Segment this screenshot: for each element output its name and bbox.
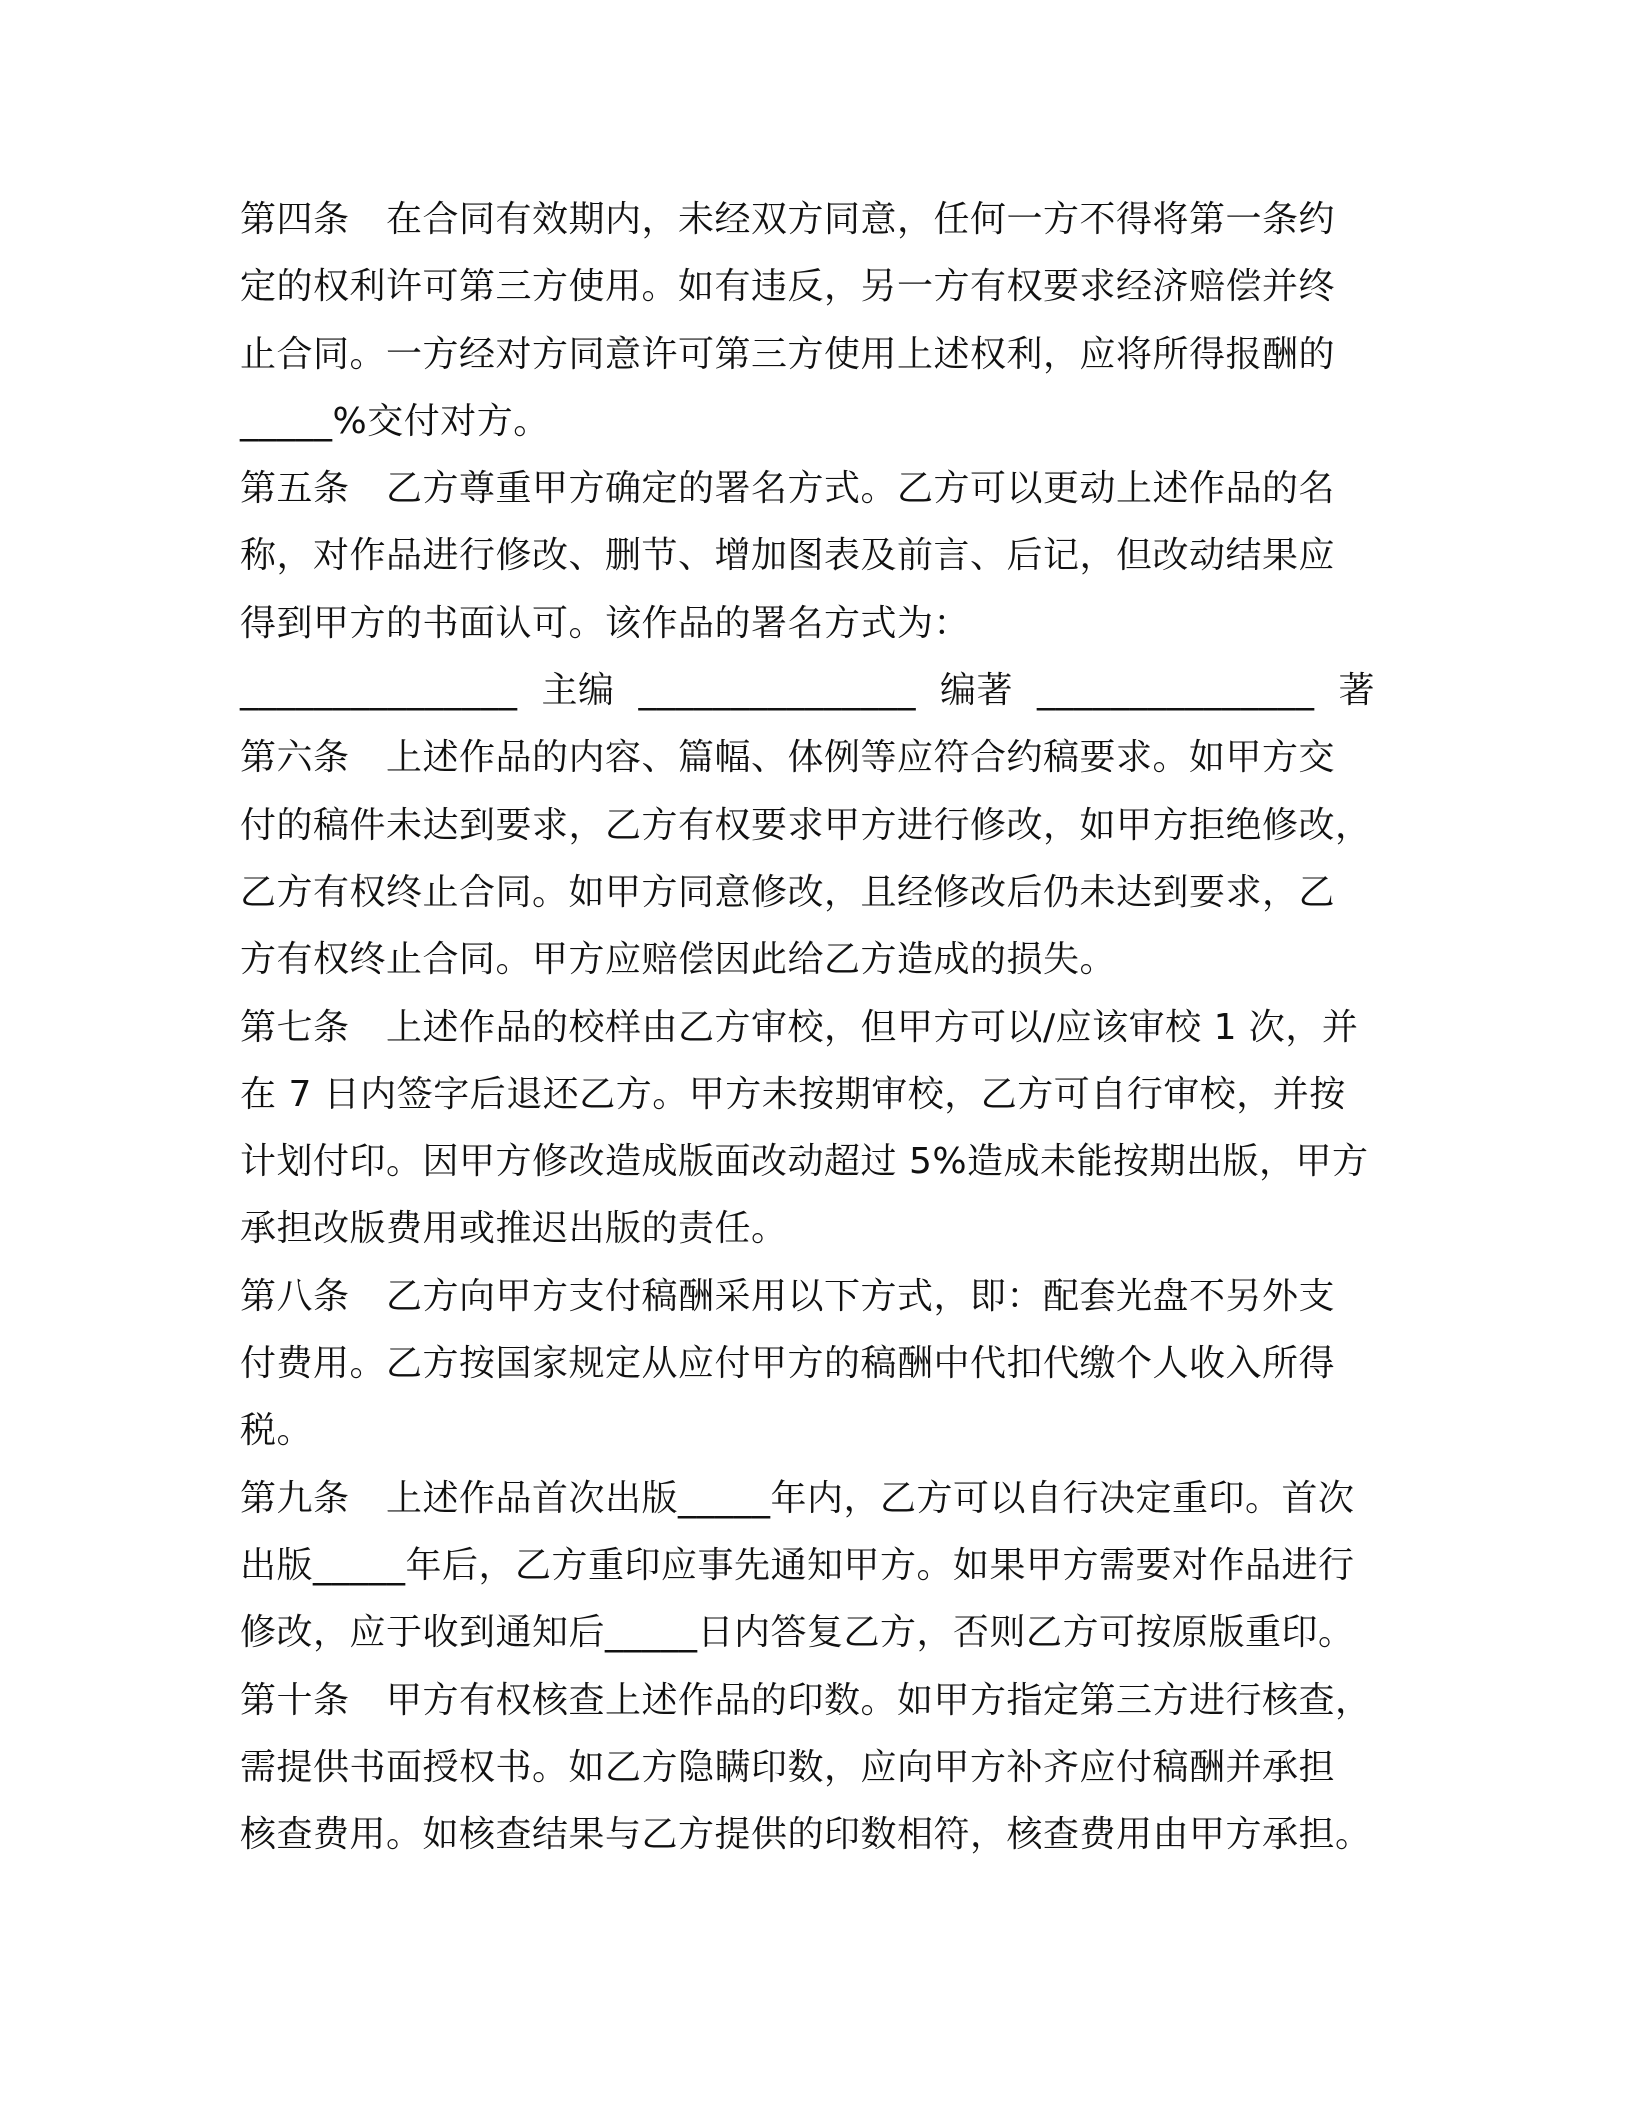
article-8-line-3: 税。 bbox=[240, 1410, 314, 1452]
signature-blank-3: _______________ bbox=[1036, 670, 1315, 712]
article-9-line-1: 第九条 上述作品首次出版_____年内，乙方可以自行决定重印。首次 bbox=[240, 1477, 1355, 1519]
article-5-line-2: 称，对作品进行修改、删节、增加图表及前言、后记，但改动结果应 bbox=[240, 535, 1336, 577]
signature-blank-1: _______________ bbox=[240, 670, 518, 712]
signature-label-compiler: 编著 bbox=[939, 670, 1013, 712]
article-10-line-1: 第十条 甲方有权核查上述作品的印数。如甲方指定第三方进行核查， bbox=[240, 1679, 1372, 1721]
signature-format-line bbox=[240, 657, 1375, 724]
article-4-line-4: _____%交付对方。 bbox=[240, 400, 550, 442]
signature-label-author: 著 bbox=[1338, 670, 1375, 712]
article-5-line-3: 得到甲方的书面认可。该作品的署名方式为： bbox=[240, 602, 971, 644]
article-7-line-3: 计划付印。因甲方修改造成版面改动超过 5%造成未能按期出版，甲方 bbox=[240, 1141, 1369, 1183]
article-4-line-1: 第四条 在合同有效期内，未经双方同意，任何一方不得将第一条约 bbox=[240, 199, 1336, 240]
article-6-line-3: 乙方有权终止合同。如甲方同意修改，且经修改后仍未达到要求，乙 bbox=[240, 871, 1336, 913]
article-7-line-2: 在 7 日内签字后退还乙方。甲方未按期审校，乙方可自行审校，并按 bbox=[240, 1073, 1346, 1115]
article-7-line-1: 第七条 上述作品的校样由乙方审校，但甲方可以/应该审校 1 次，并 bbox=[240, 1006, 1359, 1048]
article-5-line-1: 第五条 乙方尊重甲方确定的署名方式。乙方可以更动上述作品的名 bbox=[240, 468, 1336, 510]
article-7-line-4: 承担改版费用或推迟出版的责任。 bbox=[240, 1208, 788, 1250]
contract-text bbox=[240, 186, 1400, 1868]
article-8-line-2: 付费用。乙方按国家规定从应付甲方的稿酬中代扣代缴个人收入所得 bbox=[240, 1343, 1336, 1385]
article-9-line-2: 出版_____年后，乙方重印应事先通知甲方。如果甲方需要对作品进行 bbox=[240, 1544, 1355, 1586]
signature-label-editor: 主编 bbox=[541, 670, 615, 712]
article-4-line-3: 止合同。一方经对方同意许可第三方使用上述权利，应将所得报酬的 bbox=[240, 333, 1336, 375]
article-10-line-3: 核查费用。如核查结果与乙方提供的印数相符，核查费用由甲方承担。 bbox=[240, 1814, 1372, 1856]
article-9-line-3: 修改，应于收到通知后_____日内答复乙方，否则乙方可按原版重印。 bbox=[240, 1612, 1355, 1654]
article-4-line-2: 定的权利许可第三方使用。如有违反，另一方有权要求经济赔偿并终 bbox=[240, 266, 1336, 308]
article-6-line-1: 第六条 上述作品的内容、篇幅、体例等应符合约稿要求。如甲方交 bbox=[240, 737, 1336, 779]
article-6-line-2: 付的稿件未达到要求，乙方有权要求甲方进行修改，如甲方拒绝修改， bbox=[240, 804, 1372, 846]
article-8-line-1: 第八条 乙方向甲方支付稿酬采用以下方式，即：配套光盘不另外支 bbox=[240, 1275, 1336, 1317]
signature-blank-2: _______________ bbox=[638, 670, 916, 712]
article-6-line-4: 方有权终止合同。甲方应赔偿因此给乙方造成的损失。 bbox=[240, 939, 1117, 981]
article-10-line-2: 需提供书面授权书。如乙方隐瞒印数，应向甲方补齐应付稿酬并承担 bbox=[240, 1746, 1336, 1788]
